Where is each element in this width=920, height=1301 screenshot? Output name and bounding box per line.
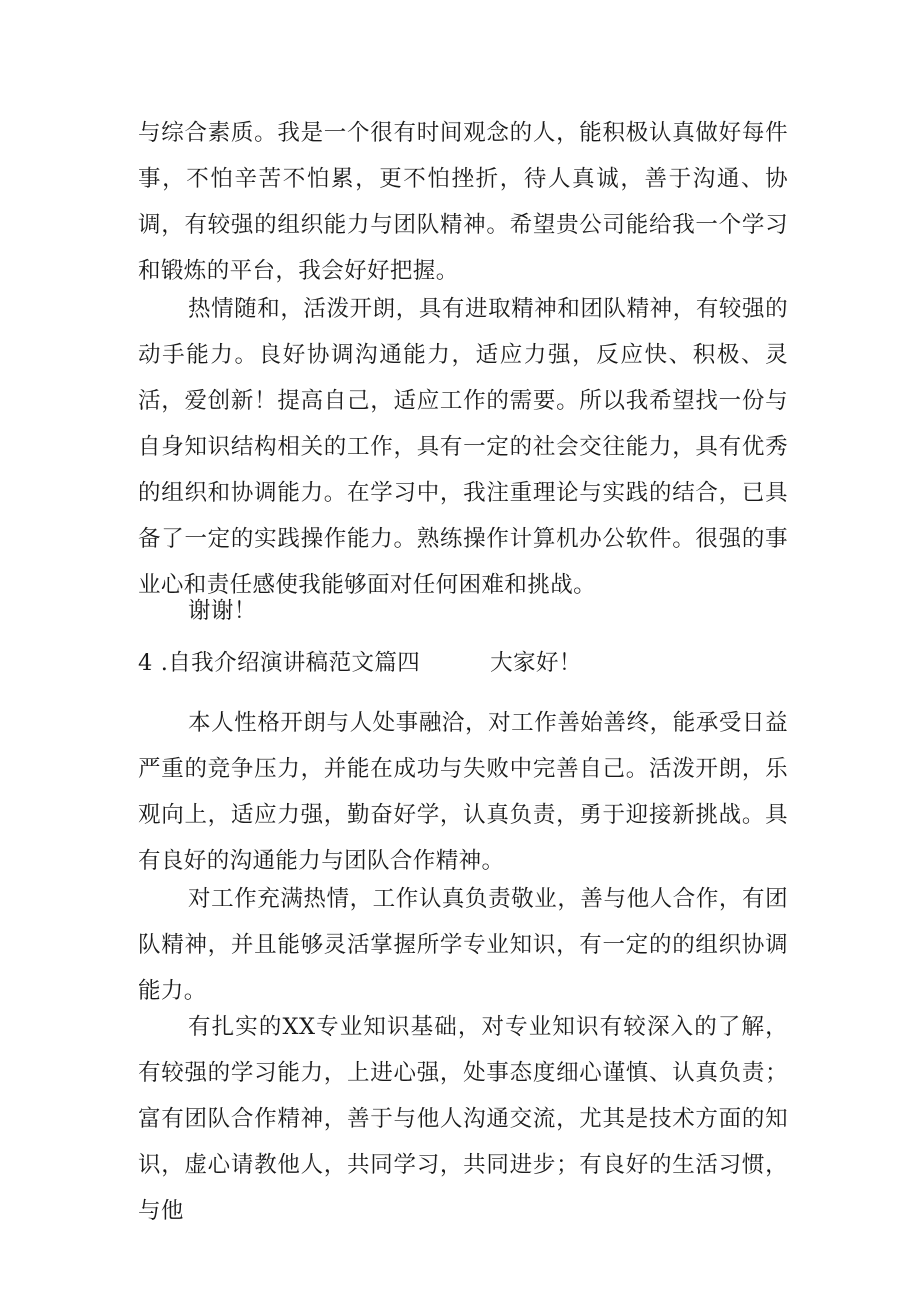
paragraph-thanks: 谢谢！: [188, 598, 257, 624]
section-heading: [138, 640, 788, 686]
section-title: .自我介绍演讲稿范文篇四: [160, 650, 421, 676]
paragraph-intro-continuation: 与综合素质。我是一个很有时间观念的人，能积极认真做好每件事，不怕辛苦不怕累，更不怕挫折，待人真诚，善于沟通、协调，有较强的组织能力与团队精神。希望贵公司能给我一个学习和锻炼的平台，我会好好把握。: [138, 120, 788, 284]
paragraph-character: 本人性格开朗与人处事融洽，对工作善始善终，能承受日益严重的竞争压力，并能在成功与失败中完善自己。活泼开朗，乐观向上，适应力强，勤奋好学，认真负责，勇于迎接新挑战。具有良好的沟通能力与团队合作精神。: [138, 710, 788, 874]
section-number: 4: [138, 650, 153, 676]
paragraph-work-attitude: 对工作充满热情，工作认真负责敬业，善与他人合作，有团队精神，并且能够灵活掌握所学专业知识，有一定的的组织协调能力。: [138, 886, 788, 1004]
section-greeting: 大家好！: [490, 650, 582, 676]
paragraph-professional-skills: 有扎实的XX专业知识基础，对专业知识有较深入的了解，有较强的学习能力，上进心强，处事态度细心谨慎、认真负责；富有团队合作精神，善于与他人沟通交流，尤其是技术方面的知识，虚心请教他人，共同学习，共同进步；有良好的生活习惯，与他: [138, 1014, 788, 1224]
paragraph-personality: 热情随和，活泼开朗，具有进取精神和团队精神，有较强的动手能力。良好协调沟通能力，适应力强，反应快、积极、灵活，爱创新！提高自己，适应工作的需要。所以我希望找一份与自身知识结构相关的工作，具有一定的社会交往能力，具有优秀的组织和协调能力。在学习中，我注重理论与实践的结合，已具备了一定的实践操作能力。熟练操作计算机办公软件。很强的事业心和责任感使我能够面对任何困难和挑战。: [138, 296, 788, 598]
